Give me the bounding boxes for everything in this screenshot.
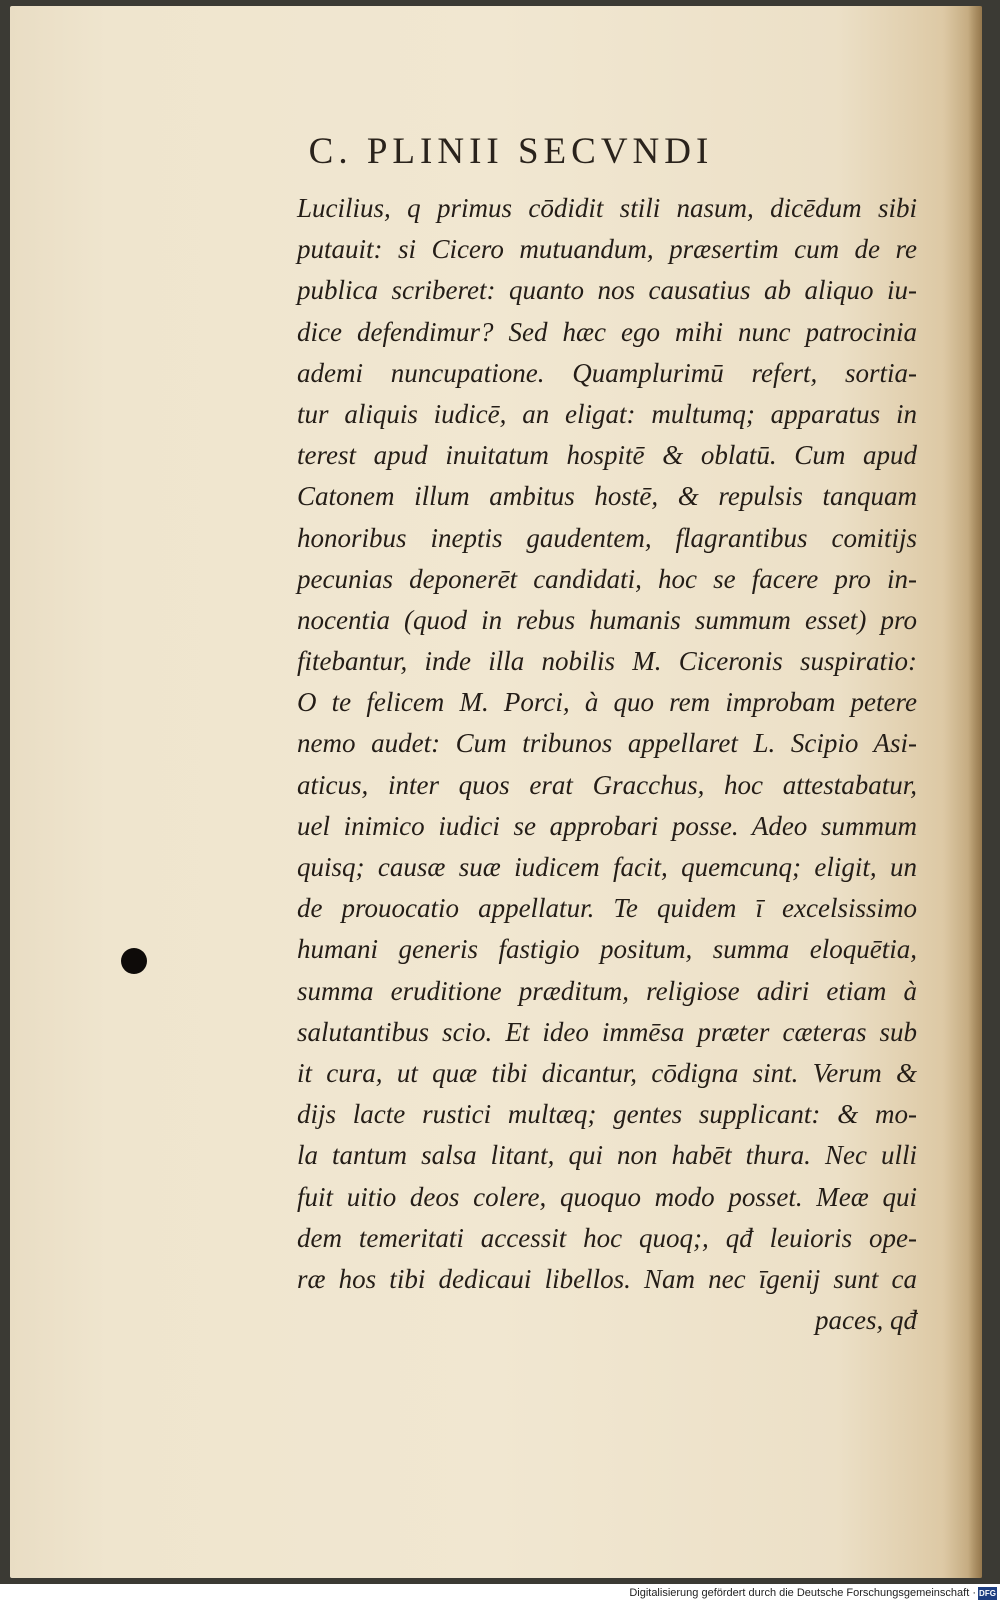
text-block [297, 188, 917, 1341]
text-line: aticus, inter quos erat Gracchus, hoc attestabatur, [297, 769, 917, 800]
text-line: fitebantur, inde illa nobilis M. Ciceronis suspiratio: [297, 646, 917, 677]
page-gutter-shadow [968, 6, 982, 1578]
text-line: putauit: si Cicero mutuandum, præsertim cum de re [297, 234, 917, 265]
text-line: salutantibus scio. Et ideo immēsa præter cæteras sub [297, 1016, 917, 1047]
text-line: terest apud inuitatum hospitē & oblatū. Cum apud [297, 440, 917, 471]
text-line: Catonem illum ambitus hostē, & repulsis tanquam [297, 481, 917, 512]
text-line: nemo audet: Cum tribunos appellaret L. Scipio Asi- [297, 728, 917, 759]
book-page [10, 6, 982, 1578]
text-line: dijs lacte rustici multæq; gentes supplicant: & mo- [297, 1099, 917, 1130]
text-line: pecunias deponerēt candidati, hoc se facere pro in- [297, 563, 917, 594]
text-line: Lucilius, q primus cōdidit stili nasum, dicēdum sibi [297, 193, 917, 223]
text-line: ræ hos tibi dedicaui libellos. Nam nec īgenij sunt ca [297, 1263, 917, 1294]
text-line: humani generis fastigio positum, summa eloquētia, [297, 934, 917, 965]
digitization-credit: Digitalisierung gefördert durch die Deutsche Forschungsgemeinschaft · [629, 1587, 976, 1599]
text-line: it cura, ut quæ tibi dicantur, cōdigna sint. Verum & [297, 1057, 917, 1088]
text-line: fuit uitio deos colere, quoquo modo posset. Meæ qui [297, 1181, 917, 1212]
text-line: tur aliquis iudicē, an eligat: multumq; apparatus in [297, 398, 917, 429]
text-line: nocentia (quod in rebus humanis summum esset) pro [297, 604, 917, 635]
text-line: publica scriberet: quanto nos causatius ab aliquo iu- [297, 275, 917, 306]
text-line: O te felicem M. Porci, à quo rem improbam petere [297, 687, 917, 718]
text-line: la tantum salsa litant, qui non habēt thura. Nec ulli [297, 1140, 917, 1171]
ink-blot [121, 948, 147, 974]
dfg-logo-icon: DFG [979, 1589, 996, 1598]
text-line: quisq; causæ suæ iudicem facit, quemcunq; eligit, un [297, 852, 917, 882]
text-line: paces, qđ [815, 1305, 917, 1336]
running-head: C. PLINII SECVNDI [308, 131, 714, 172]
text-line: ademi nuncupatione. Quamplurimū refert, sortia- [297, 357, 917, 388]
text-line: dem temeritati accessit hoc quoq;, qđ leuioris ope- [297, 1222, 917, 1253]
text-line: dice defendimur? Sed hæc ego mihi nunc patrocinia [297, 316, 917, 347]
text-line: uel inimico iudici se approbari posse. Adeo summum [297, 810, 917, 841]
text-line: de prouocatio appellatur. Te quidem ī excelsissimo [297, 893, 917, 924]
text-line: summa eruditione præditum, religiose adiri etiam à [297, 975, 917, 1006]
footer-bar [0, 1584, 1000, 1604]
text-line: honoribus ineptis gaudentem, flagrantibus comitijs [297, 522, 917, 553]
